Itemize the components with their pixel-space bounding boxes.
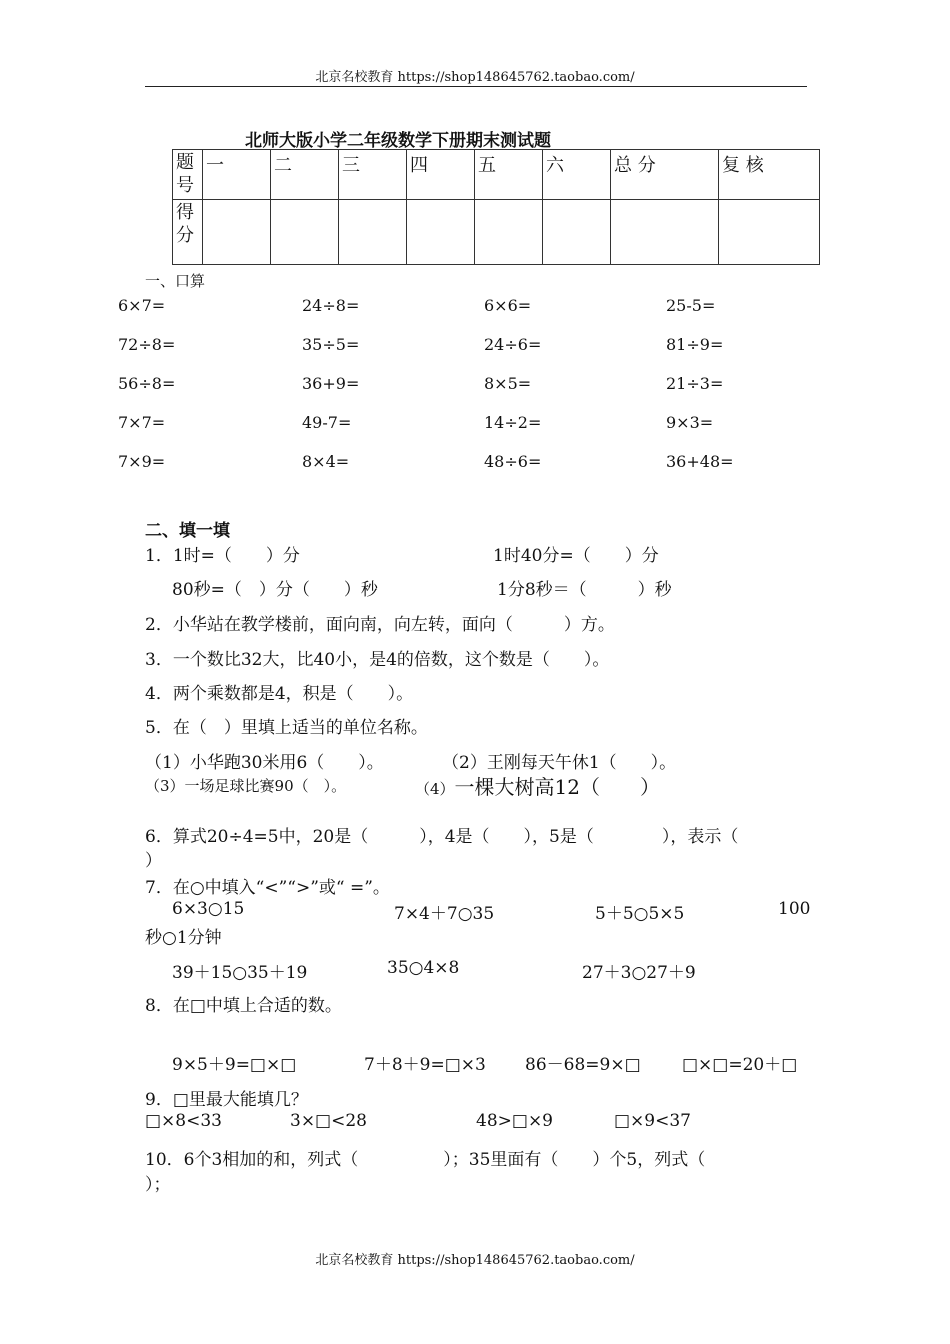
score-cell — [719, 200, 820, 265]
score-col-6: 六 — [543, 150, 611, 200]
question-10: 10．6个3相加的和，列式（ ）；35里面有（ ）个5，列式（ — [145, 1150, 706, 1170]
calc-item: 14÷2= — [484, 413, 542, 432]
question-5: 5．在（ ）里填上适当的单位名称。 — [145, 718, 428, 738]
question-8: 8．在□中填上合适的数。 — [145, 996, 342, 1016]
max-fill-item: 3×□<28 — [290, 1111, 367, 1131]
calc-item: 49-7= — [302, 413, 352, 432]
score-col-5: 五 — [475, 150, 543, 200]
header-rule — [145, 86, 807, 87]
score-cell — [475, 200, 543, 265]
score-cell — [543, 200, 611, 265]
calc-item: 6×6= — [484, 296, 532, 315]
question-4: 4．两个乘数都是4，积是（ ）。 — [145, 684, 414, 704]
calc-item: 9×3= — [666, 413, 714, 432]
calc-item: 7×7= — [118, 413, 166, 432]
compare-item: 100 — [778, 899, 811, 919]
score-table-row-label: 得 分 — [173, 200, 203, 265]
section1-title: 一、口算 — [145, 272, 206, 290]
page-header: 北京名校教育 https://shop148645762.taobao.com/ — [315, 70, 635, 85]
calc-item: 24÷8= — [302, 296, 360, 315]
question-1d: 1分8秒＝（ ）秒 — [497, 580, 672, 600]
question-2: 2．小华站在教学楼前，面向南，向左转，面向（ ）方。 — [145, 615, 615, 635]
score-col-4: 四 — [407, 150, 475, 200]
calc-item: 36+48= — [666, 452, 734, 471]
max-fill-item: □×8<33 — [145, 1111, 222, 1131]
compare-item: 39＋15○35＋19 — [172, 963, 308, 983]
score-cell — [203, 200, 271, 265]
calc-item: 35÷5= — [302, 335, 360, 354]
score-cell — [271, 200, 339, 265]
score-cell — [407, 200, 475, 265]
fill-item: □×□=20＋□ — [682, 1055, 798, 1075]
calc-item: 6×7= — [118, 296, 166, 315]
score-col-2: 二 — [271, 150, 339, 200]
calc-item: 48÷6= — [484, 452, 542, 471]
score-col-total: 总 分 — [611, 150, 719, 200]
score-table-score-row — [173, 200, 820, 265]
question-3: 3．一个数比32大，比40小，是4的倍数，这个数是（ ）。 — [145, 650, 610, 670]
section2-title: 二、填一填 — [145, 521, 230, 541]
calc-item: 8×5= — [484, 374, 532, 393]
page-title: 北师大版小学二年级数学下册期末测试题 — [245, 131, 551, 151]
calc-item: 72÷8= — [118, 335, 176, 354]
score-cell — [339, 200, 407, 265]
question-1c: 80秒=（ ）分（ ）秒 — [172, 580, 378, 600]
calc-item: 24÷6= — [484, 335, 542, 354]
question-1a: 1．1时=（ ）分 — [145, 546, 300, 566]
calc-item: 56÷8= — [118, 374, 176, 393]
fill-item: 86－68=9×□ — [525, 1055, 641, 1075]
calc-item: 8×4= — [302, 452, 350, 471]
score-col-3: 三 — [339, 150, 407, 200]
score-table — [172, 149, 820, 265]
question-1b: 1时40分=（ ）分 — [493, 546, 659, 566]
calc-item: 81÷9= — [666, 335, 724, 354]
calc-item: 36+9= — [302, 374, 360, 393]
question-9: 9．□里最大能填几？ — [145, 1090, 308, 1110]
question-5-4: （4）一棵大树高12（ ） — [415, 775, 660, 799]
compare-item-cont: 秒○1分钟 — [145, 928, 222, 948]
compare-item: 7×4＋7○35 — [394, 904, 495, 924]
question-7: 7．在○中填入“<”“>”或“ =”。 — [145, 878, 390, 898]
score-col-review: 复 核 — [719, 150, 820, 200]
compare-item: 5＋5○5×5 — [595, 904, 685, 924]
question-10-cont: ）； — [145, 1175, 171, 1195]
fill-item: 9×5＋9=□×□ — [172, 1055, 297, 1075]
calc-item: 25-5= — [666, 296, 716, 315]
page-footer: 北京名校教育 https://shop148645762.taobao.com/ — [315, 1253, 635, 1268]
compare-item: 27＋3○27＋9 — [582, 963, 696, 983]
question-6: 6．算式20÷4=5中，20是（ ），4是（ ），5是（ ），表示（ — [145, 827, 739, 847]
fill-item: 7＋8＋9=□×3 — [364, 1055, 486, 1075]
score-table-header-row — [173, 150, 820, 200]
score-cell — [611, 200, 719, 265]
calc-item: 7×9= — [118, 452, 166, 471]
question-5-2: （2）王刚每天午休1（ ）。 — [442, 753, 677, 773]
score-table-row-label: 题 号 — [173, 150, 203, 200]
question-5-3: （3）一场足球比赛90（ ）。 — [145, 777, 347, 795]
compare-item: 35○4×8 — [387, 958, 460, 978]
question-6-cont: ） — [145, 851, 162, 871]
calc-item: 21÷3= — [666, 374, 724, 393]
score-col-1: 一 — [203, 150, 271, 200]
compare-item: 6×3○15 — [172, 899, 245, 919]
question-5-1: （1）小华跑30米用6（ ）。 — [145, 753, 384, 773]
max-fill-item: 48>□×9 — [476, 1111, 553, 1131]
max-fill-item: □×9<37 — [614, 1111, 691, 1131]
